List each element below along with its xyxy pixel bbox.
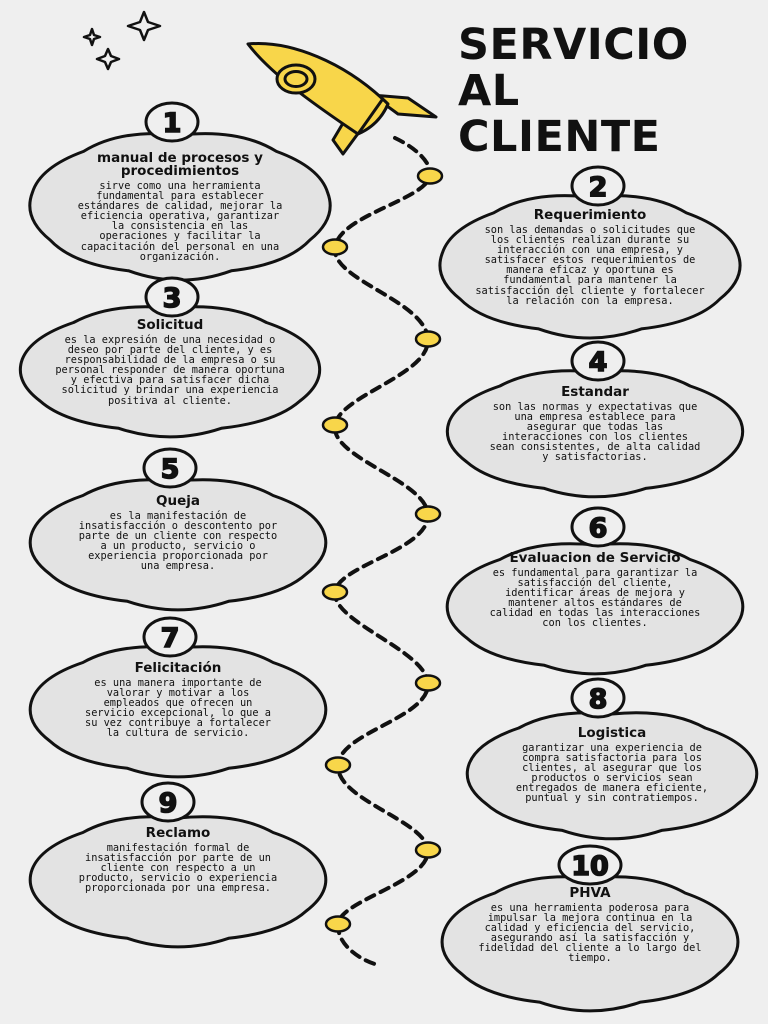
step-9-card: [71, 827, 286, 893]
step-6-card: [488, 552, 703, 629]
step-heading: Estandar: [561, 384, 629, 400]
step-description: es fundamental para garantizar la satisfacción del cliente, identificar áreas de mejora y mantener altos estándares de calidad en todas las interacciones con los clientes.: [489, 567, 701, 630]
step-heading: Solicitud: [136, 317, 204, 333]
step-7-card: [78, 662, 278, 739]
step-heading: Queja: [156, 493, 200, 509]
step-number: 1: [162, 108, 182, 139]
rocket-trajectory: [335, 138, 430, 965]
step-description: garantizar una experiencia de compra satisfactoria para los clientes, al asegurar que los productos o servicios sean entregados de manera eficiente, puntual y sin contratiempos.: [515, 742, 709, 805]
step-heading: Requerimiento: [533, 207, 647, 223]
path-stop: [418, 169, 442, 184]
step-number: 9: [158, 788, 178, 819]
step-2-card: [475, 209, 705, 306]
step-heading: PHVA: [569, 885, 611, 901]
page-title: [458, 22, 758, 160]
step-heading: Evaluacion de Servicio: [509, 550, 681, 566]
step-8-card: [505, 727, 720, 804]
step-description: es la manifestación de insatisfacción o descontento por parte de un cliente con respecto a un producto, servicio o experiencia proporcionada por una empresa.: [78, 510, 278, 573]
step-description: sirve como una herramienta fundamental para establecer estándares de calidad, mejorar la eficiencia operativa, garantizar la consistencia en las operaciones y facilitar la capacitación del personal en una organización.: [77, 180, 283, 263]
step-number: 6: [588, 513, 608, 544]
step-number: 3: [162, 283, 182, 314]
path-stop: [416, 332, 440, 347]
step-5-card: [78, 495, 278, 572]
title-line-2: CLIENTE: [458, 112, 661, 162]
step-description: son las demandas o solicitudes que los clientes realizan durante su interacción con una empresa, y satisfacer estos requerimientos de manera eficaz y oportuna es fundamental para mantener la satisfacción del cliente y fortalecer la relación con la empresa.: [475, 224, 705, 307]
path-stop: [416, 507, 440, 522]
path-stop: [326, 917, 350, 932]
path-stop: [323, 240, 347, 255]
step-number: 2: [588, 172, 608, 203]
path-stops: [323, 169, 442, 932]
step-description: manifestación formal de insatisfacción por parte de un cliente con respecto a un producto, servicio o experiencia proporcionada por una empresa.: [78, 842, 278, 895]
path-stop: [323, 418, 347, 433]
step-description: son las normas y expectativas que una empresa establece para asegurar que todas las interacciones con los clientes sean consistentes, de alta calidad y satisfactorias.: [489, 401, 701, 464]
step-10-card: [475, 887, 705, 964]
step-heading: Logistica: [577, 725, 647, 741]
step-heading: Felicitación: [134, 660, 222, 676]
step-number: 5: [160, 454, 180, 485]
step-description: es una manera importante de valorar y motivar a los empleados que ofrecen un servicio excepcional, lo que a su vez contribuye a fortalecer la cultura de servicio.: [85, 677, 271, 740]
path-stop: [416, 843, 440, 858]
path-stop: [323, 585, 347, 600]
step-number: 4: [588, 347, 608, 378]
path-stop: [326, 758, 350, 773]
step-number: 8: [588, 684, 608, 715]
rocket-icon: [248, 44, 436, 154]
step-3-card: [50, 319, 290, 406]
path-stop: [416, 676, 440, 691]
step-4-card: [488, 386, 703, 463]
step-heading: manual de procesos y procedimientos: [97, 150, 263, 179]
step-description: es una herramienta poderosa para impulsar la mejora continua en la calidad y eficiencia del servicio, asegurando así la satisfacción y fidelidad del cliente a lo largo del tiempo.: [478, 902, 702, 965]
step-description: es la expresión de una necesidad o deseo por parte del cliente, y es responsabilidad de la empresa o su personal responder de manera oportuna y efectiva para satisfacer dicha solicitud y brindar una experiencia positiva al cliente.: [55, 334, 285, 407]
step-number: 7: [160, 623, 180, 654]
sparkle-icon: [84, 12, 160, 69]
step-heading: Reclamo: [145, 825, 211, 841]
step-number: 10: [571, 851, 609, 882]
title-line-1: SERVICIO AL: [458, 20, 689, 116]
step-1-card: [75, 152, 285, 262]
